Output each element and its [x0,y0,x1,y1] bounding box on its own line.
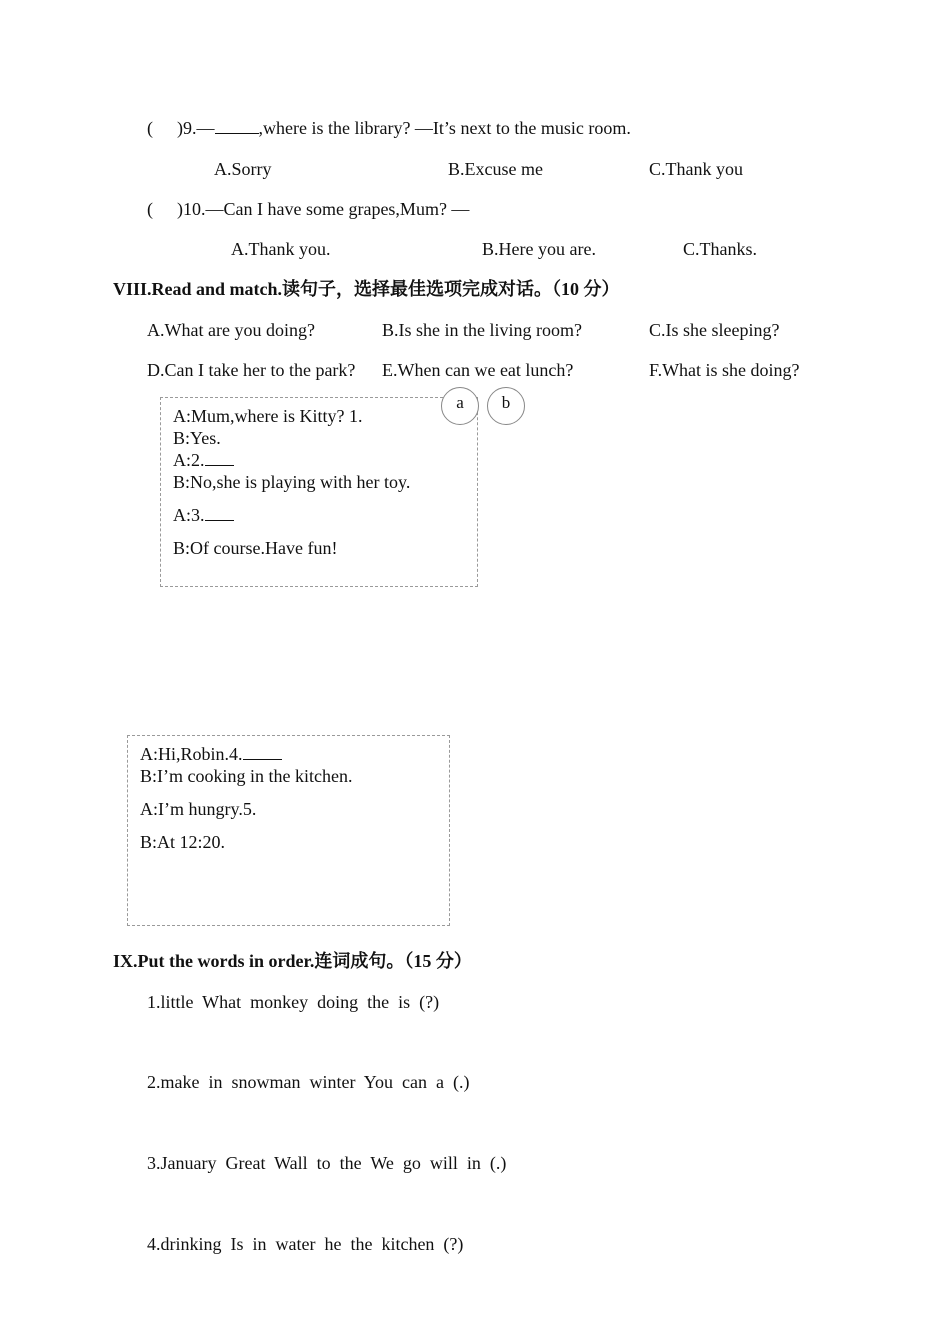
dialog1-line-6: B:Of course.Have fun! [173,538,338,558]
dialog2-line-1 [140,743,437,765]
dialog2-line-3: A:I’m hungry.5. [140,799,257,819]
q9-option-c: C.Thank you [649,159,743,179]
q10-paren: ( [147,199,153,219]
answer-blank-2[interactable] [205,450,234,466]
choice-b: B.Is she in the living room? [382,320,582,340]
q10-text: )10.—Can I have some grapes,Mum? — [177,199,470,219]
section-9-title: IX.Put the words in order.连词成句。（15 分） [113,951,472,971]
dialog2-line-4: B:At 12:20. [140,832,226,852]
order-item-1: 1.little What monkey doing the is (?) [147,992,440,1012]
q10-line [147,198,469,220]
order-item-2: 2.make in snowman winter You can a (.) [147,1072,470,1092]
choice-d: D.Can I take her to the park? [147,360,356,380]
order-item-4: 4.drinking Is in water he the kitchen (?) [147,1234,464,1254]
dialog-box-2 [127,735,450,926]
q9-option-a: A.Sorry [214,159,272,179]
q10-option-b: B.Here you are. [482,239,596,259]
dialog1-line-5-text: A:3. [173,505,205,525]
answer-blank-4[interactable] [243,744,282,760]
choice-a: A.What are you doing? [147,320,315,340]
dialog1-line-2: B:Yes. [173,428,221,448]
circle-label-a: a [441,387,479,425]
q9-paren: ( [147,118,153,138]
dialog1-line-3-text: A:2. [173,450,205,470]
dialog1-line-3 [173,449,465,471]
q10-option-a: A.Thank you. [231,239,331,259]
dialog2-line-2: B:I’m cooking in the kitchen. [140,766,353,786]
circle-label-b: b [487,387,525,425]
order-item-3: 3.January Great Wall to the We go will in (.) [147,1153,507,1173]
q9-text: ,where is the library? —It’s next to the music room. [258,118,631,138]
section-8-title: VIII.Read and match.读句子，选择最佳选项完成对话。（10 分） [113,279,620,299]
q9-number: )9.— [177,118,215,138]
q9-line [147,117,631,139]
dialog-box-1 [160,397,478,587]
dialog1-line-5 [173,504,465,526]
q9-option-b: B.Excuse me [448,159,543,179]
q10-option-c: C.Thanks. [683,239,757,259]
dialog1-line-4: B:No,she is playing with her toy. [173,472,411,492]
dialog1-line-1: A:Mum,where is Kitty? 1. [173,406,363,426]
choice-f: F.What is she doing? [649,360,800,380]
q9-answer-blank[interactable] [215,118,259,134]
choice-e: E.When can we eat lunch? [382,360,574,380]
dialog2-line-1-text: A:Hi,Robin.4. [140,744,243,764]
answer-blank-3[interactable] [205,505,234,521]
choice-c: C.Is she sleeping? [649,320,780,340]
